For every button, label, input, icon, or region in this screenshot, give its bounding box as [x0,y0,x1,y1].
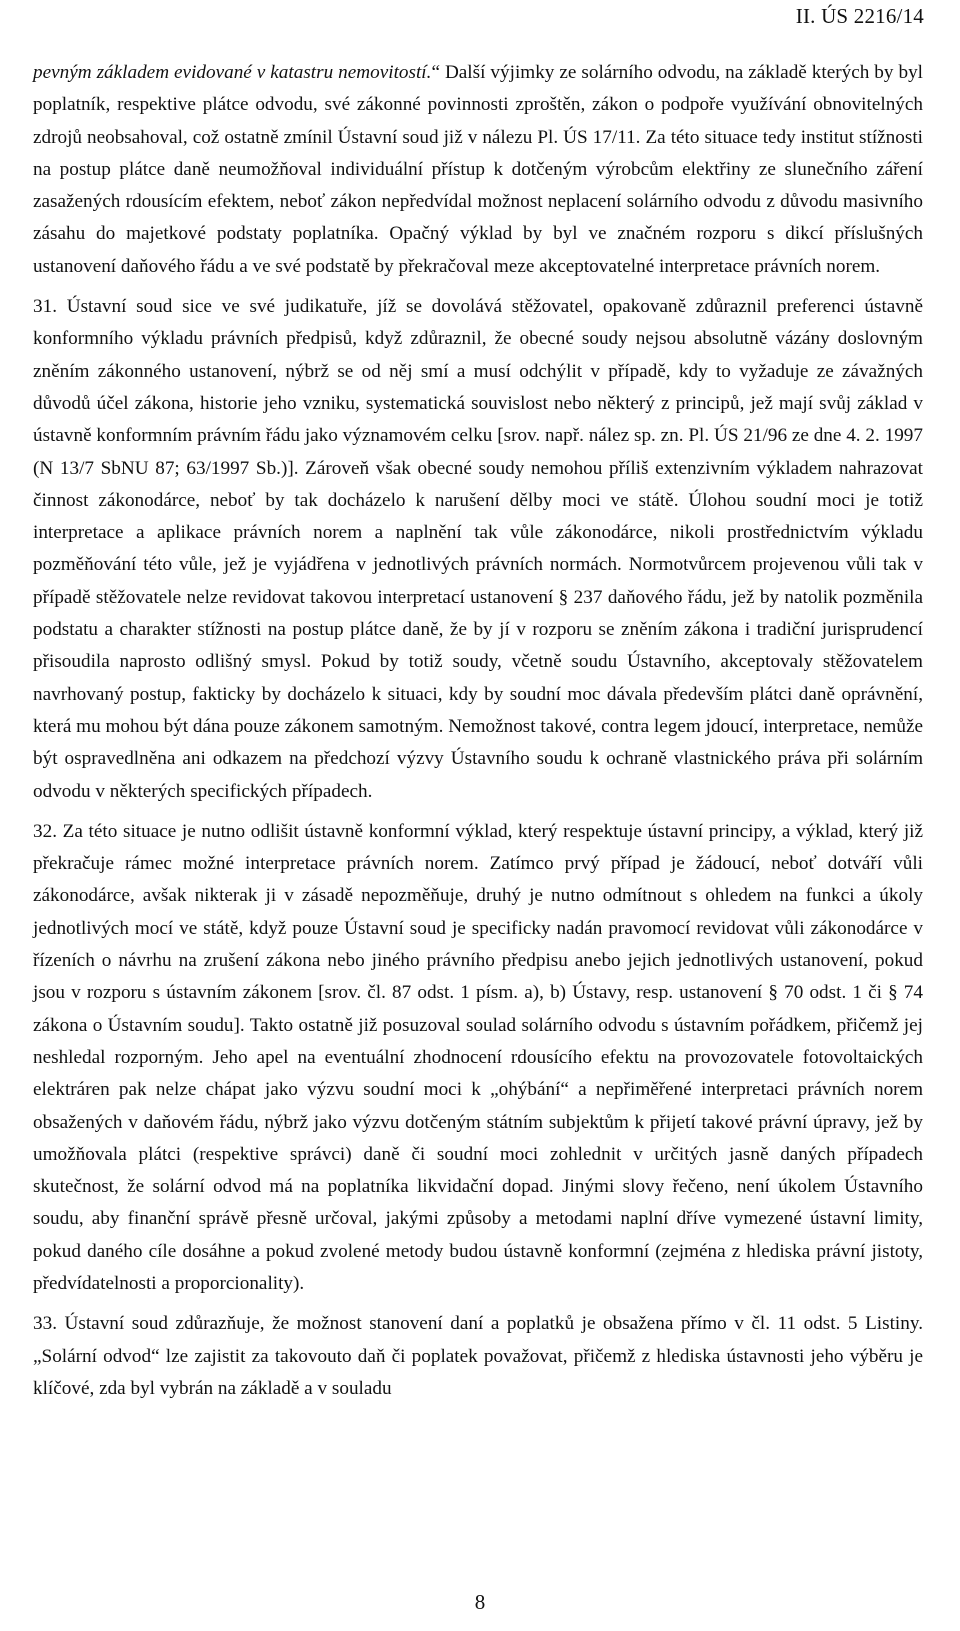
paragraph-continuation [33,57,923,283]
paragraph-31: 31. Ústavní soud sice ve své judikatuře, jíž se dovolává stěžovatel, opakovaně zdůraznil preferenci ústavně konformního výkladu právních předpisů, když zdůraznil, že obecné soudy nejsou absolutně vázány doslovným zněním zákonného ustanovení, nýbrž se od něj smí a musí odchýlit v případě, kdy to vyžaduje ze závažných důvodů účel zákona, historie jeho vzniku, systematická souvislost nebo některý z principů, jež mají svůj základ v ústavně konformním právním řádu jako významovém celku [srov. např. nález sp. zn. Pl. ÚS 21/96 ze dne 4. 2. 1997 (N 13/7 SbNU 87; 63/1997 Sb.)]. Zároveň však obecné soudy nemohou příliš extenzivním výkladem nahrazovat činnost zákonodárce, neboť by tak docházelo k narušení dělby moci ve státě. Úlohou soudní moci je totiž interpretace a aplikace právních norem a naplnění tak vůle zákonodárce, nikoli prostřednictvím výkladu pozměňování této vůle, jež je vyjádřena v jednotlivých právních normách. Normotvůrcem projevenou vůli tak v případě stěžovatele nelze revidovat takovou interpretací ustanovení § 237 daňového řádu, jež by natolik pozměnila podstatu a charakter stížnosti na postup plátce daně, že by jí v rozporu se zněním zákona i tradiční jurisprudencí přisoudila naprosto odlišný smysl. Pokud by totiž soudy, včetně soudu Ústavního, akceptovaly stěžovatelem navrhovaný postup, fakticky by docházelo k situaci, kdy by soudní moc dávala především plátci daně oprávnění, která mu mohou být dána pouze zákonem samotným. Nemožnost takové, contra legem jdoucí, interpretace, nemůže být ospravedlněna ani odkazem na předchozí výzvy Ústavního soudu k ochraně vlastnického práva při solárním odvodu v některých specifických případech. [33,296,923,802]
case-number-header: II. ÚS 2216/14 [795,4,924,28]
italic-quote-end: pevným základem evidované v katastru nemovitostí. [33,62,432,83]
paragraph-continuation-text: “ Další výjimky ze solárního odvodu, na základě kterých by byl poplatník, respektive plátce odvodu, své zákonné povinnosti zproštěn, zákon o podpoře využívání obnovitelných zdrojů neobsahoval, což ostatně zmínil Ústavní soud již v nálezu Pl. ÚS 17/11. Za této situace tedy institut stížnosti na postup plátce daně neumožňoval individuální přístup k dotčeným výrobcům elektřiny ze slunečního záření zasažených rdousícím efektem, neboť zákon nepředvídal možnost neplacení solárního odvodu z důvodu masivního zásahu do majetkové podstaty poplatníka. Opačný výklad by byl ve značném rozporu s dikcí příslušných ustanovení daňového řádu a ve své podstatě by překračoval meze akceptovatelné interpretace právních norem. [33,62,923,277]
document-body [33,57,923,1405]
page-number: 8 [474,1590,486,1614]
paragraph-33: 33. Ústavní soud zdůrazňuje, že možnost stanovení daní a poplatků je obsažena přímo v čl. 11 odst. 5 Listiny. „Solární odvod“ lze zajistit za takovouto daň či poplatek považovat, přičemž z hlediska ústavnosti jeho výběru je klíčové, zda byl vybrán na základě a v souladu [33,1313,923,1399]
paragraph-32: 32. Za této situace je nutno odlišit ústavně konformní výklad, který respektuje ústavní principy, a výklad, který již překračuje rámec možné interpretace právních norem. Zatímco prvý případ je žádoucí, neboť dotváří vůli zákonodárce, avšak nikterak ji v zásadě nepozměňuje, druhý je nutno odmítnout s ohledem na funkci a úkoly jednotlivých mocí ve státě, když pouze Ústavní soud je specificky nadán pravomocí revidovat vůli zákonodárce v řízeních o návrhu na zrušení zákona nebo jiného právního předpisu anebo jejich jednotlivých ustanovení, pokud jsou v rozporu s ústavním zákonem [srov. čl. 87 odst. 1 písm. a), b) Ústavy, resp. ustanovení § 70 odst. 1 či § 74 zákona o Ústavním soudu]. Takto ostatně již posuzoval soulad solárního odvodu s ústavním pořádkem, přičemž jej neshledal rozporným. Jeho apel na eventuální zhodnocení rdousícího efektu na provozovatele fotovoltaických elektráren pak nelze chápat jako výzvu soudní moci k „ohýbání“ a nepřiměřené interpretaci právních norem obsažených v daňovém řádu, nýbrž jako výzvu dotčeným státním subjektům k přijetí takové právní úpravy, jež by umožňovala plátci (respektive správci) daně či soudní moci zohlednit v určitých jasně daných případech skutečnost, že solární odvod má na poplatníka likvidační dopad. Jinými slovy řečeno, není úkolem Ústavního soudu, aby finanční správě přesně určoval, jakými způsoby a metodami naplní dříve vymezené ústavní limity, pokud daného cíle dosáhne a pokud zvolené metody budou ústavně konformní (zejména z hlediska právní jistoty, předvídatelnosti a proporcionality). [33,820,923,1294]
